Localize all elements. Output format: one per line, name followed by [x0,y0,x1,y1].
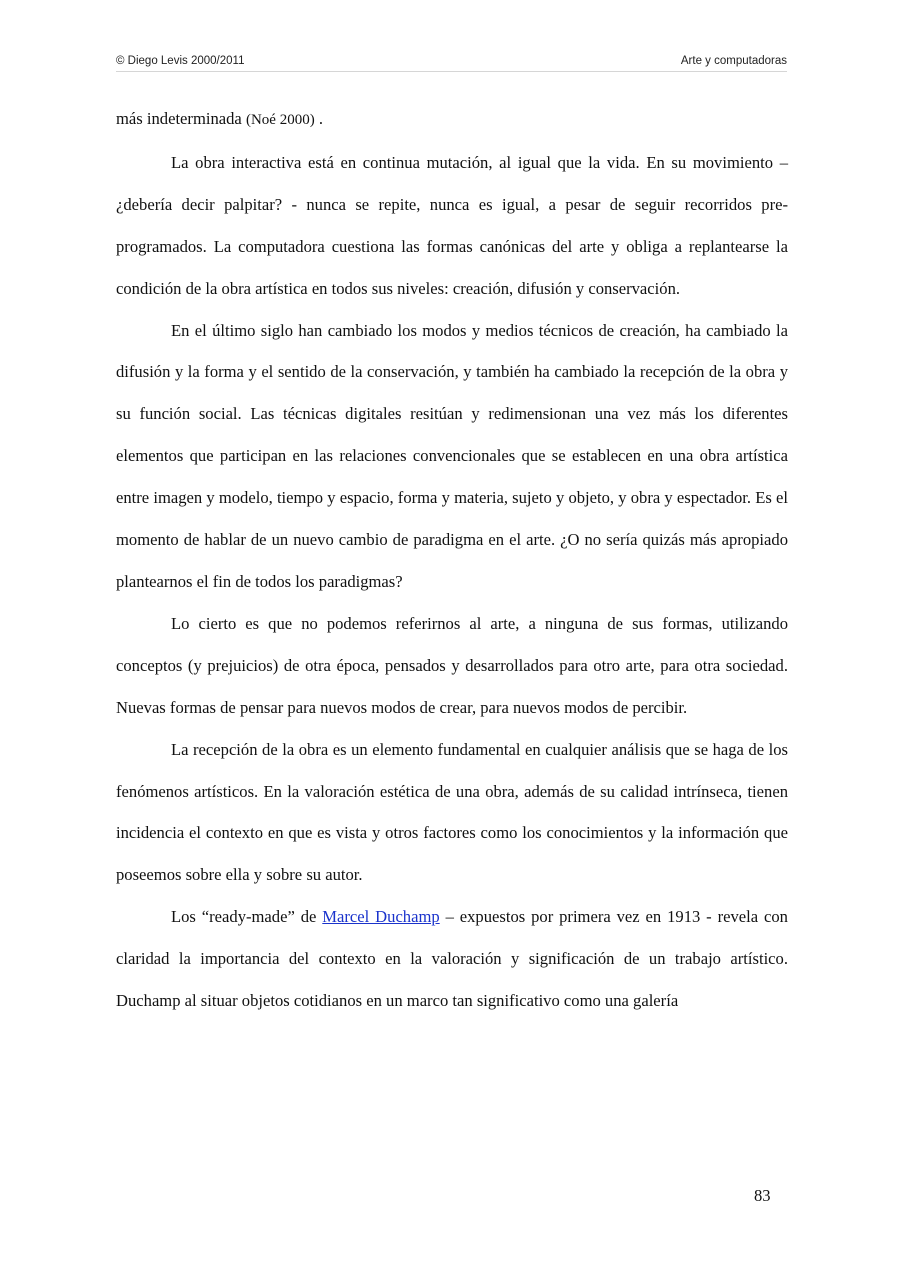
paragraph-ready-made [116,896,788,1022]
paragraph-reception: La recepción de la obra es un elemento fundamental en cualquier análisis que se haga de los fenómenos artísticos. En la valoración estética de una obra, además de su calidad intrínseca, tienen incidencia el contexto en que es vista y otros factores como los conocimientos y la información que poseemos sobre ella y sobre su autor. [116,739,788,885]
paragraph-text: . [314,109,323,128]
marcel-duchamp-link[interactable]: Marcel Duchamp [322,907,440,927]
header-title: Arte y computadoras [680,55,787,67]
page-header [116,55,787,72]
citation: (Noé 2000) [245,112,315,128]
page-number: 83 [754,1186,771,1205]
paragraph-continuation [116,98,788,142]
paragraph-interactive-work: La obra interactiva está en continua mutación, al igual que la vida. En su movimiento –¿debería decir palpitar? - nunca se repite, nunca es igual, a pesar de seguir recorridos pre-programados. La computadora cuestiona las formas canónicas del arte y obliga a replantearse la condición de la obra artística en todos sus niveles: creación, difusión y conservación. [116,152,788,298]
paragraph-text: Los “ready-made” de [171,907,323,927]
header-copyright: © Diego Levis 2000/2011 [116,55,245,67]
document-body [116,98,788,1022]
paragraph-concepts: Lo cierto es que no podemos referirnos al arte, a ninguna de sus formas, utilizando conceptos (y prejuicios) de otra época, pensados y desarrollados para otro arte, para otra sociedad. Nuevas formas de pensar para nuevos modos de crear, para nuevos modos de percibir. [116,613,788,717]
paragraph-text: más indeterminada [116,109,246,128]
paragraph-text: – expuestos por primera vez en 1913 - revela con claridad la importancia del contexto en la valoración y significación de un trabajo artístico. Duchamp al situar objetos cotidianos en un marco tan significativo como una galería [116,907,788,1011]
paragraph-last-century: En el último siglo han cambiado los modos y medios técnicos de creación, ha cambiado la difusión y la forma y el sentido de la conservación, y también ha cambiado la recepción de la obra y su función social. Las técnicas digitales resitúan y redimensionan una vez más los diferentes elementos que participan en las relaciones convencionales que se establecen en una obra artística entre imagen y modelo, tiempo y espacio, forma y materia, sujeto y objeto, y obra y espectador. Es el momento de hablar de un nuevo cambio de paradigma en el arte. ¿O no sería quizás más apropiado plantearnos el fin de todos los paradigmas? [116,320,788,591]
